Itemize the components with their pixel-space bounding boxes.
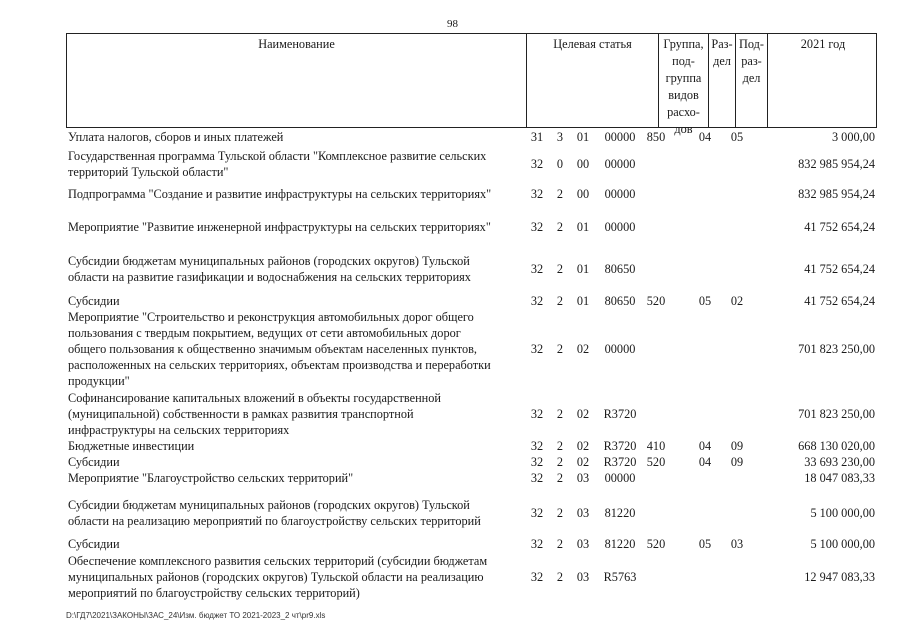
row-name-line: пользования с твердым покрытием, ведущих от сети автомобильных дорог [68, 326, 461, 340]
row-name [68, 390, 523, 438]
header-section: Раз- дел [711, 37, 733, 68]
row-name-line: Субсидии [68, 455, 120, 469]
row-c1: 32 [530, 439, 544, 453]
row-name-line: муниципальных районов (городских округов) Тульской области на реализацию [68, 570, 484, 584]
row-name-line: мероприятий по благоустройству сельских территорий) [68, 586, 360, 600]
row-c1: 31 [530, 130, 544, 144]
row-name [68, 219, 523, 235]
row-name-line: расположенных на сельских территориях, объектам производства и переработки [68, 358, 491, 372]
row-c3: 02 [576, 455, 590, 469]
row-c1: 32 [530, 262, 544, 276]
row-name [68, 129, 523, 145]
row-sec: 04 [698, 439, 712, 453]
row-name [68, 536, 523, 552]
row-name-line: Субсидии бюджетам муниципальных районов (городских округов) Тульской [68, 254, 470, 268]
table-row [66, 293, 877, 309]
header-section-cell [709, 34, 736, 127]
row-sub: 03 [730, 537, 744, 551]
table-row [66, 497, 877, 529]
row-grp: 520 [646, 455, 666, 469]
header-group: Группа, под- группа видов расхо- дов [663, 37, 704, 136]
row-c2: 2 [556, 506, 564, 520]
row-c1: 32 [530, 294, 544, 308]
table-header [66, 33, 877, 136]
row-c4: 00000 [604, 187, 636, 201]
row-amount: 41 752 654,24 [804, 262, 875, 276]
row-name-line: Обеспечение комплексного развития сельских территорий (субсидии бюджетам [68, 554, 488, 568]
row-c4: 81220 [604, 506, 636, 520]
row-name-line: Софинансирование капитальных вложений в объекты государственной [68, 391, 441, 405]
row-grp: 850 [646, 130, 666, 144]
row-name [68, 470, 523, 486]
row-name-line: Бюджетные инвестиции [68, 439, 195, 453]
table-row [66, 253, 877, 285]
row-c3: 01 [576, 220, 590, 234]
row-name-line: Субсидии [68, 537, 120, 551]
row-c2: 2 [556, 220, 564, 234]
row-c2: 2 [556, 455, 564, 469]
row-c2: 2 [556, 342, 564, 356]
row-amount: 832 985 954,24 [798, 187, 875, 201]
header-year: 2021 год [800, 37, 846, 51]
header-year-cell [768, 34, 878, 127]
row-c1: 32 [530, 157, 544, 171]
header-target-cell [527, 34, 659, 127]
row-amount: 701 823 250,00 [798, 342, 875, 356]
row-name-line: инфраструктуры на сельских территориях [68, 423, 290, 437]
row-c4: R5763 [603, 570, 637, 584]
row-c1: 32 [530, 342, 544, 356]
row-name-line: продукции" [68, 374, 130, 388]
row-c1: 32 [530, 506, 544, 520]
row-c2: 2 [556, 407, 564, 421]
row-name-line: территорий Тульской области" [68, 165, 229, 179]
row-c4: R3720 [603, 455, 637, 469]
row-c4: R3720 [603, 407, 637, 421]
row-name-line: Субсидии бюджетам муниципальных районов (городских округов) Тульской [68, 498, 470, 512]
row-grp: 520 [646, 537, 666, 551]
row-amount: 12 947 083,33 [804, 570, 875, 584]
table-row [66, 309, 877, 389]
row-c3: 01 [576, 130, 590, 144]
table-row [66, 454, 877, 470]
row-c1: 32 [530, 187, 544, 201]
row-amount: 5 100 000,00 [810, 537, 875, 551]
row-sub: 09 [730, 439, 744, 453]
row-c2: 2 [556, 187, 564, 201]
row-name [68, 186, 523, 202]
row-name-line: Субсидии [68, 294, 120, 308]
header-subsection: Под- раз- дел [738, 37, 765, 85]
row-c3: 03 [576, 537, 590, 551]
row-sec: 05 [698, 537, 712, 551]
row-c3: 01 [576, 262, 590, 276]
row-name-line: Мероприятие "Развитие инженерной инфраструктуры на сельских территориях" [68, 220, 491, 234]
row-name-line: Мероприятие "Строительство и реконструкция автомобильных дорог общего [68, 310, 474, 324]
table-row [66, 129, 877, 145]
row-name [68, 438, 523, 454]
row-name-line: Мероприятие "Благоустройство сельских территорий" [68, 471, 354, 485]
row-name-line: области на развитие газификации и водоснабжения на сельских территориях [68, 270, 471, 284]
row-amount: 18 047 083,33 [804, 471, 875, 485]
row-c3: 03 [576, 471, 590, 485]
row-c3: 02 [576, 439, 590, 453]
row-c1: 32 [530, 537, 544, 551]
row-grp: 410 [646, 439, 666, 453]
row-c4: 80650 [604, 294, 636, 308]
row-name [68, 293, 523, 309]
row-amount: 668 130 020,00 [798, 439, 875, 453]
row-c2: 2 [556, 570, 564, 584]
table-row [66, 536, 877, 552]
row-name [68, 309, 523, 389]
row-sub: 05 [730, 130, 744, 144]
table-row [66, 438, 877, 454]
row-sec: 04 [698, 130, 712, 144]
row-c3: 03 [576, 570, 590, 584]
row-c1: 32 [530, 455, 544, 469]
row-sub: 09 [730, 455, 744, 469]
row-amount: 3 000,00 [831, 130, 875, 144]
row-c3: 02 [576, 407, 590, 421]
row-name [68, 454, 523, 470]
row-sub: 02 [730, 294, 744, 308]
row-c2: 3 [556, 130, 564, 144]
row-c1: 32 [530, 570, 544, 584]
row-c2: 2 [556, 294, 564, 308]
row-name [68, 253, 523, 285]
row-c2: 2 [556, 471, 564, 485]
row-name [68, 553, 523, 601]
table-row [66, 390, 877, 438]
header-subsection-cell [736, 34, 768, 127]
row-name [68, 497, 523, 529]
row-c3: 03 [576, 506, 590, 520]
row-c3: 00 [576, 157, 590, 171]
table-row [66, 186, 877, 202]
row-c3: 01 [576, 294, 590, 308]
row-c4: R3720 [603, 439, 637, 453]
row-c2: 2 [556, 262, 564, 276]
row-c4: 00000 [604, 130, 636, 144]
page-number: 98 [447, 18, 458, 30]
row-amount: 832 985 954,24 [798, 157, 875, 171]
row-c2: 2 [556, 537, 564, 551]
row-amount: 5 100 000,00 [810, 506, 875, 520]
row-amount: 41 752 654,24 [804, 220, 875, 234]
row-name-line: (муниципальной) собственности в рамках развития транспортной [68, 407, 414, 421]
row-c4: 81220 [604, 537, 636, 551]
row-c2: 0 [556, 157, 564, 171]
row-c4: 00000 [604, 342, 636, 356]
row-c4: 00000 [604, 220, 636, 234]
row-amount: 701 823 250,00 [798, 407, 875, 421]
row-sec: 04 [698, 455, 712, 469]
row-c3: 02 [576, 342, 590, 356]
row-name [68, 148, 523, 180]
row-name-line: Подпрограмма "Создание и развитие инфраструктуры на сельских территориях" [68, 187, 492, 201]
row-c4: 00000 [604, 471, 636, 485]
header-target: Целевая статья [553, 37, 632, 51]
row-name-line: Государственная программа Тульской области "Комплексное развитие сельских [68, 149, 487, 163]
row-amount: 41 752 654,24 [804, 294, 875, 308]
row-name-line: области на реализацию мероприятий по благоустройству сельских территорий [68, 514, 481, 528]
row-c3: 00 [576, 187, 590, 201]
row-grp: 520 [646, 294, 666, 308]
file-path-footer: D:\ГД7\2021\ЗАКОНЫ\ЗАС_24\Изм. бюджет ТО 2021-2023_2 чт\pr9.xls [66, 611, 326, 620]
table-row [66, 470, 877, 486]
row-name-line: Уплата налогов, сборов и иных платежей [68, 130, 284, 144]
row-c4: 00000 [604, 157, 636, 171]
row-c1: 32 [530, 471, 544, 485]
table-row [66, 148, 877, 180]
header-name-cell [67, 34, 527, 127]
row-c1: 32 [530, 220, 544, 234]
row-c4: 80650 [604, 262, 636, 276]
row-c2: 2 [556, 439, 564, 453]
row-amount: 33 693 230,00 [804, 455, 875, 469]
row-name-line: общего пользования к общественно значимым объектам населенных пунктов, [68, 342, 477, 356]
row-c1: 32 [530, 407, 544, 421]
header-group-cell [659, 34, 709, 136]
row-sec: 05 [698, 294, 712, 308]
table-row [66, 219, 877, 235]
header-name: Наименование [258, 37, 335, 51]
table-row [66, 553, 877, 601]
